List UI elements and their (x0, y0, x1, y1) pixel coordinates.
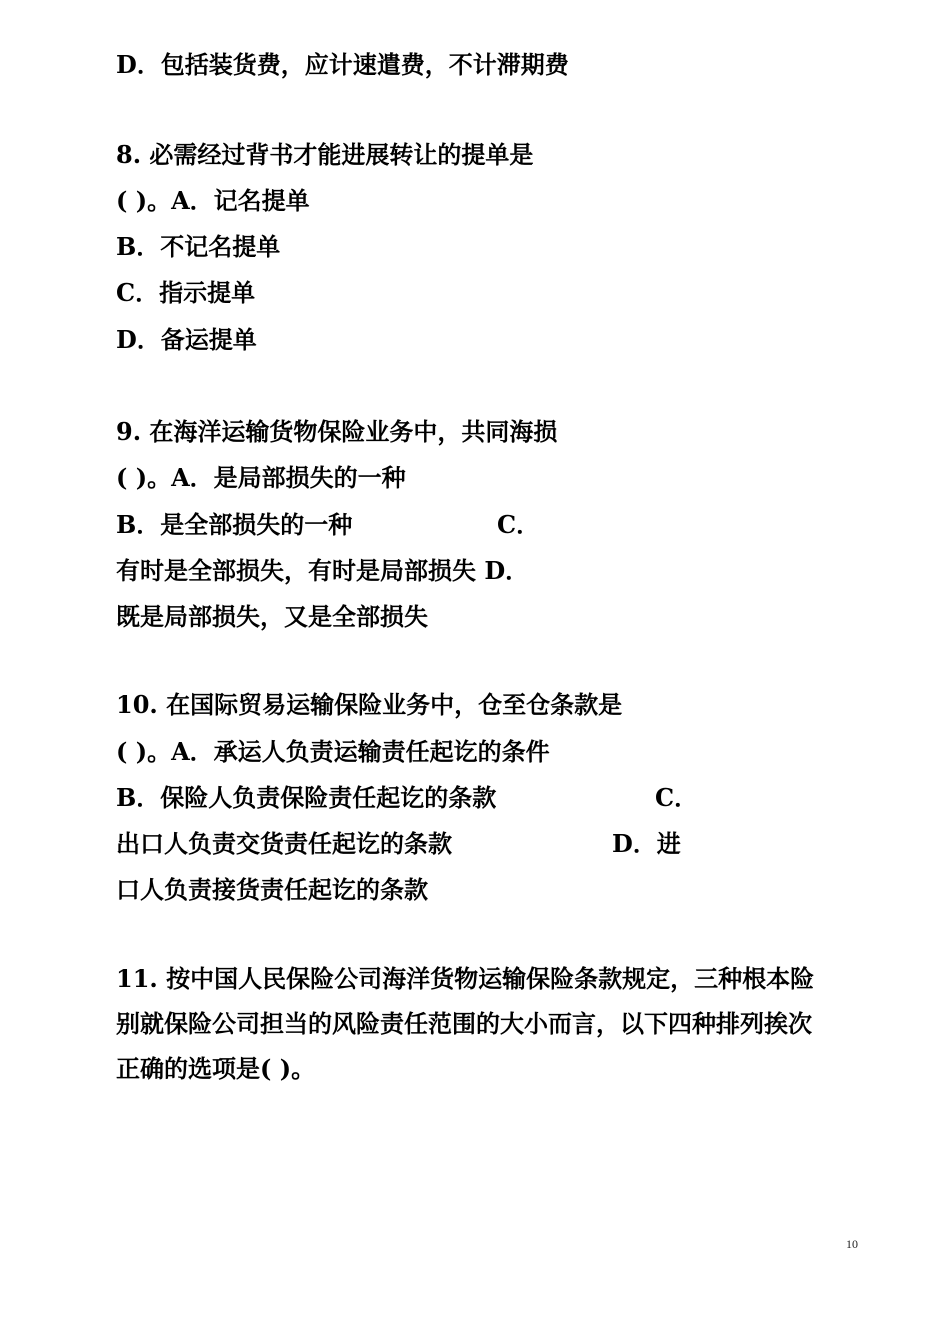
q9-option-b: B．是全部损失的一种 (116, 510, 353, 539)
q10-option-c-label: C． (655, 783, 699, 812)
q10-option-c-text: 出口人负责交货责任起讫的条款 (116, 829, 452, 858)
q9-option-a-line: ( )。A．是局部损失的一种 (116, 463, 406, 492)
q7-option-d: D．包括装货费，应计速遣费，不计滞期费 (116, 50, 569, 79)
q8-option-a-line: ( )。A．记名提单 (116, 186, 310, 215)
q10-option-d-text: 口人负责接货责任起讫的条款 (116, 875, 428, 904)
q9-option-c-text: 有时是全部损失，有时是局部损失 D． (116, 556, 530, 585)
q8-option-c: C．指示提单 (116, 278, 256, 307)
q11-stem-line1: 11. 按中国人民保险公司海洋货物运输保险条款规定，三种根本险 (116, 964, 815, 993)
q8-option-d: D．备运提单 (116, 325, 257, 354)
q9-stem: 9. 在海洋运输货物保险业务中，共同海损 (116, 417, 558, 446)
q10-option-a-line: ( )。A．承运人负责运输责任起讫的条件 (116, 737, 550, 766)
page-number: 10 (846, 1237, 858, 1251)
q8-stem: 8. 必需经过背书才能进展转让的提单是 (116, 140, 534, 169)
q11-stem-line2: 别就保险公司担当的风险责任范围的大小而言，以下四种排列挨次 (116, 1009, 812, 1038)
q9-option-c-label: C． (497, 510, 541, 539)
q9-option-d-text: 既是局部损失，又是全部损失 (116, 602, 428, 631)
q8-option-b: B．不记名提单 (116, 232, 281, 261)
q11-stem-line3: 正确的选项是( )。 (116, 1054, 316, 1083)
q10-stem: 10. 在国际贸易运输保险业务中，仓至仓条款是 (116, 690, 623, 719)
q10-option-d-label: D．进 (612, 829, 681, 858)
q10-option-b: B．保险人负责保险责任起讫的条款 (116, 783, 497, 812)
